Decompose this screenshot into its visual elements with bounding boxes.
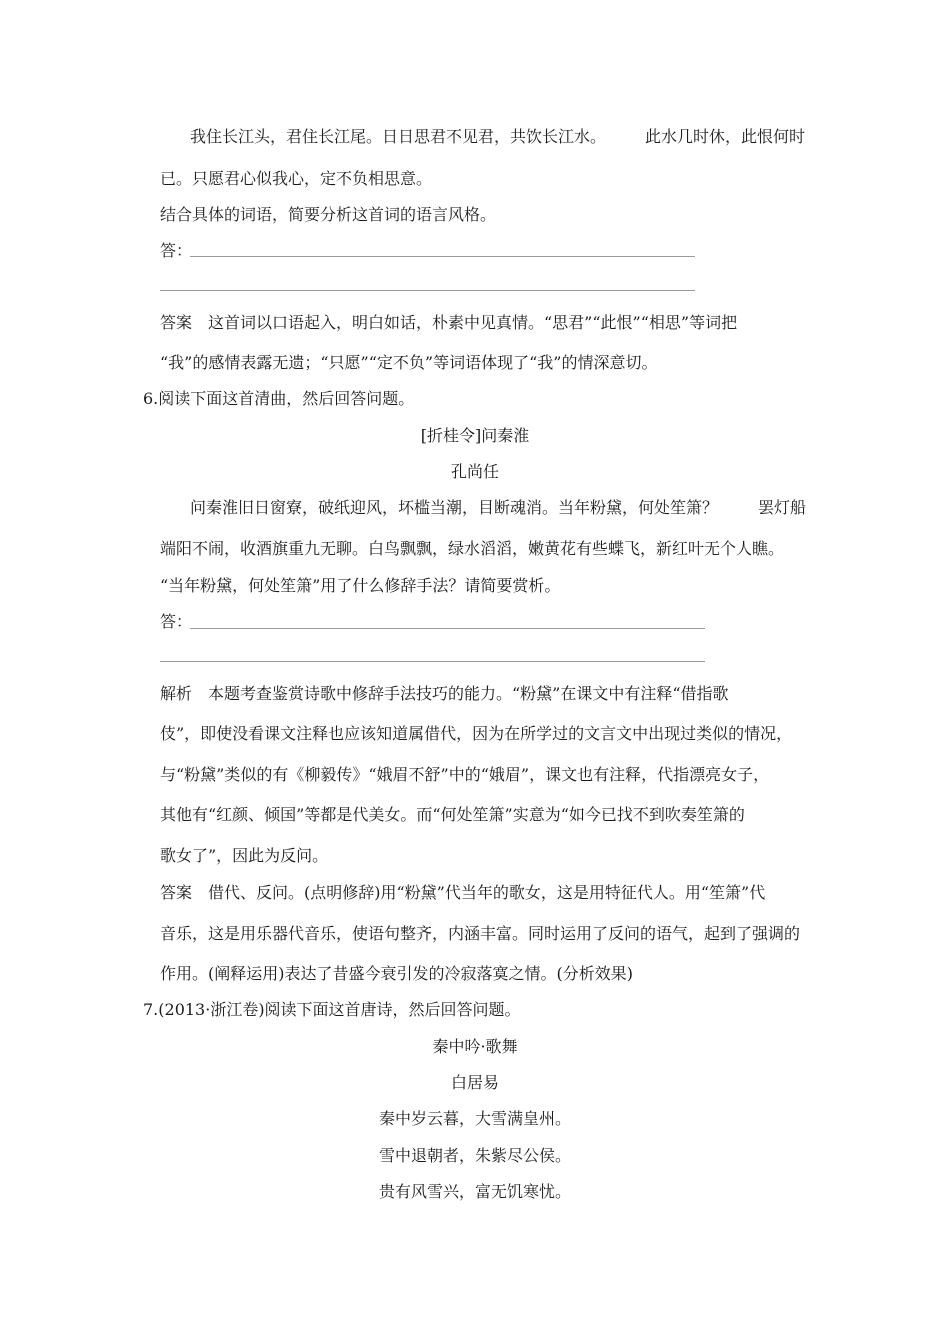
q6-answer-line: 音乐，这是用乐器代音乐，使语句整齐，内涵丰富。同时运用了反问的语气，起到了强调的: [160, 924, 801, 943]
q6-answer-line: 答案 借代、反问。(点明修辞)用“粉黛”代当年的歌女，这是用特征代人。用“笙箫”代: [160, 883, 766, 902]
q6-analysis-line: 伎”，即使没看课文注释也应该知道属借代，因为在所学过的文言文中出现过类似的情况，: [160, 724, 793, 743]
q5-poem-line2: 已。只愿君心似我心，定不负相思意。: [160, 169, 433, 188]
q5-poem-line1-a: 我住长江头，君住长江尾。日日思君不见君，共饮长江水。: [190, 127, 607, 146]
q7-author: 白居易: [450, 1073, 499, 1092]
q6-title: [折桂令]问秦淮: [420, 426, 530, 445]
q6-author: 孔尚任: [450, 462, 499, 481]
q5-answer-rule-1: [190, 256, 695, 257]
q6-answer-line: 作用。(阐释运用)表达了昔盛今衰引发的冷寂落寞之情。(分析效果): [160, 964, 633, 983]
q6-prompt: 6.阅读下面这首清曲，然后回答问题。: [143, 389, 415, 408]
q5-answer-rule-2: [160, 290, 695, 291]
q6-answer-rule-2: [160, 661, 705, 662]
q7-prompt: 7.(2013·浙江卷)阅读下面这首唐诗，然后回答问题。: [143, 1000, 521, 1019]
q6-poem-line2: 端阳不闹，收酒旗重九无聊。白鸟飘飘，绿水滔滔，嫩黄花有些蝶飞，新红叶无个人瞧。: [160, 539, 785, 558]
q6-analysis-line: 与“粉黛”类似的有《柳毅传》“娥眉不舒”中的“娥眉”，课文也有注释，代指漂亮女子，: [160, 765, 770, 784]
q6-question: “当年粉黛，何处笙箫”用了什么修辞手法？请简要赏析。: [160, 576, 561, 595]
q5-answer-line1: 答案 这首词以口语起入，明白如话，朴素中见真情。“思君”“此恨”“相思”等词把: [160, 313, 738, 332]
q6-answer-prefix: 答：: [160, 612, 193, 631]
q6-poem-line1-b: 罢灯船: [758, 498, 807, 517]
q6-answer-rule-1: [190, 628, 705, 629]
q6-analysis-line: 歌女了”，因此为反问。: [160, 846, 329, 865]
q5-poem-line1-b: 此水几时休，此恨何时: [645, 127, 806, 146]
q7-poem-line: 雪中退朝者，朱紫尽公侯。: [378, 1146, 571, 1165]
q5-answer-prefix: 答：: [160, 241, 193, 260]
q6-analysis-line: 解析 本题考查鉴赏诗歌中修辞手法技巧的能力。“粉黛”在课文中有注释“借指歌: [160, 684, 729, 703]
q5-answer-line2: “我”的感情表露无遗；“只愿”“定不负”等词语体现了“我”的情深意切。: [160, 353, 658, 372]
q7-poem-line: 贵有风雪兴，富无饥寒忧。: [378, 1182, 571, 1201]
q7-title: 秦中吟·歌舞: [432, 1037, 518, 1056]
q6-poem-line1-a: 问秦淮旧日窗寮，破纸迎风，坏槛当潮，目断魂消。当年粉黛，何处笙箫？: [190, 498, 719, 517]
q5-question: 结合具体的词语，简要分析这首词的语言风格。: [160, 205, 497, 224]
q6-analysis-line: 其他有“红颜、倾国”等都是代美女。而“何处笙箫”实意为“如今已找不到吹奏笙箫的: [160, 805, 745, 824]
q7-poem-line: 秦中岁云暮，大雪满皇州。: [378, 1109, 571, 1128]
